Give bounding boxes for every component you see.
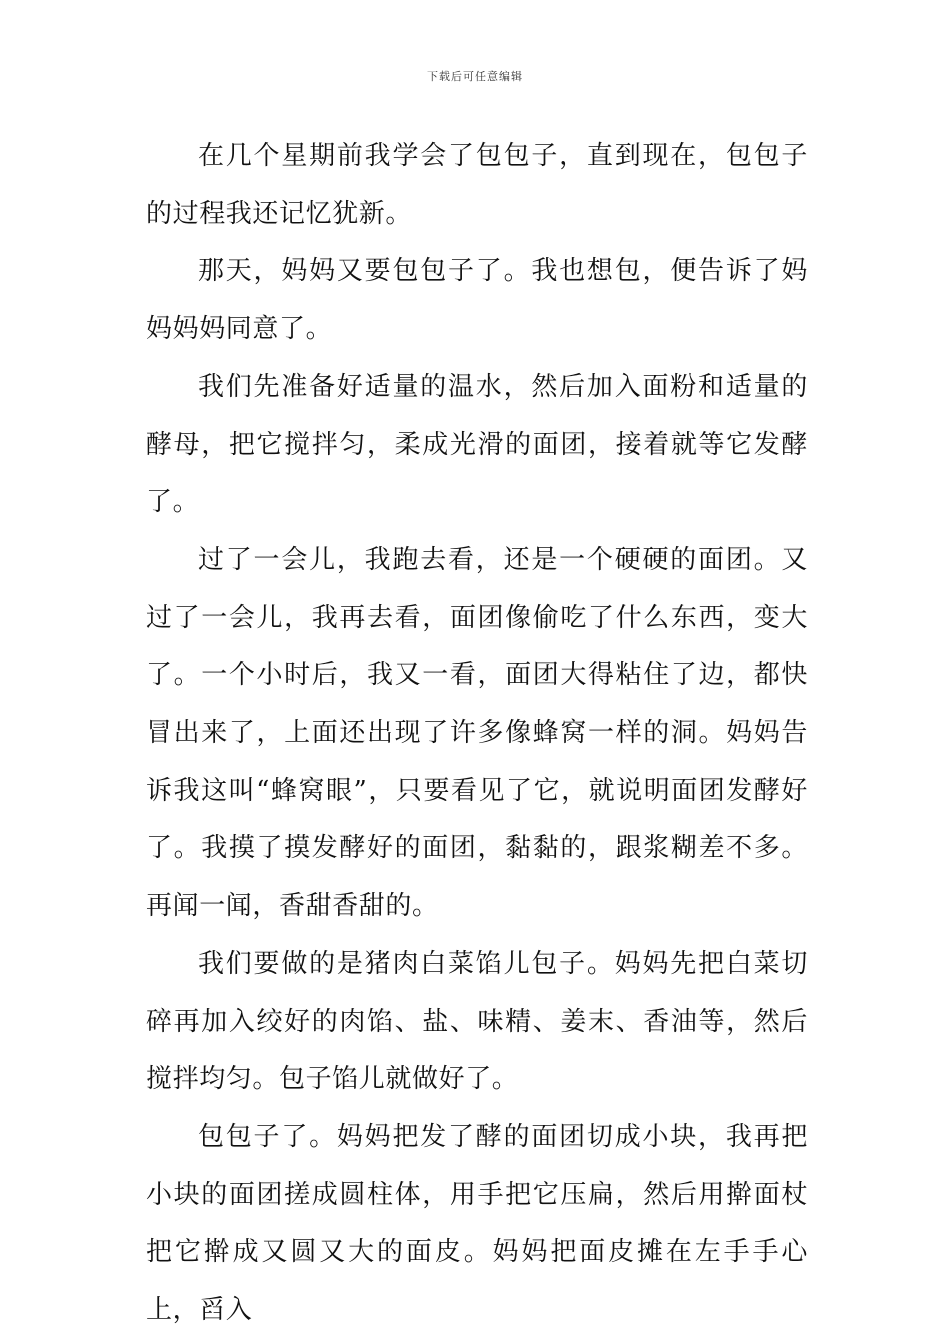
paragraph: 那天，妈妈又要包包子了。我也想包，便告诉了妈妈妈妈同意了。 [146,256,808,345]
paragraph: 在几个星期前我学会了包包子，直到现在，包包子的过程我还记忆犹新。 [146,141,808,229]
header-note: 下载后可任意编辑 [427,70,523,83]
paragraph: 我们先准备好适量的温水，然后加入面粉和适量的酵母，把它搅拌匀，柔成光滑的面团，接着就等它发酵了。 [146,371,808,518]
paragraph: 包包子了。妈妈把发了酵的面团切成小块，我再把小块的面团搓成圆柱体，用手把它压扁，然后用擀面杖把它擀成又圆又大的面皮。妈妈把面皮摊在左手手心上，舀入 [146,1121,808,1326]
paragraph: 过了一会儿，我跑去看，还是一个硬硬的面团。又过了一会儿，我再去看，面团像偷吃了什么东西，变大了。一个小时后，我又一看，面团大得粘住了边，都快冒出来了，上面还出现了许多像蜂窝一样的洞。妈妈告诉我这叫“蜂窝眼”，只要看见了它，就说明面团发酵好了。我摸了摸发酵好的面团，黏黏的，跟浆糊差不多。再闻一闻，香甜香甜的。 [146,544,808,922]
paragraph: 我们要做的是猪肉白菜馅儿包子。妈妈先把白菜切碎再加入绞好的肉馅、盐、味精、姜末、香油等，然后搅拌均匀。包子馅儿就做好了。 [146,948,808,1095]
document-body [146,128,808,1340]
